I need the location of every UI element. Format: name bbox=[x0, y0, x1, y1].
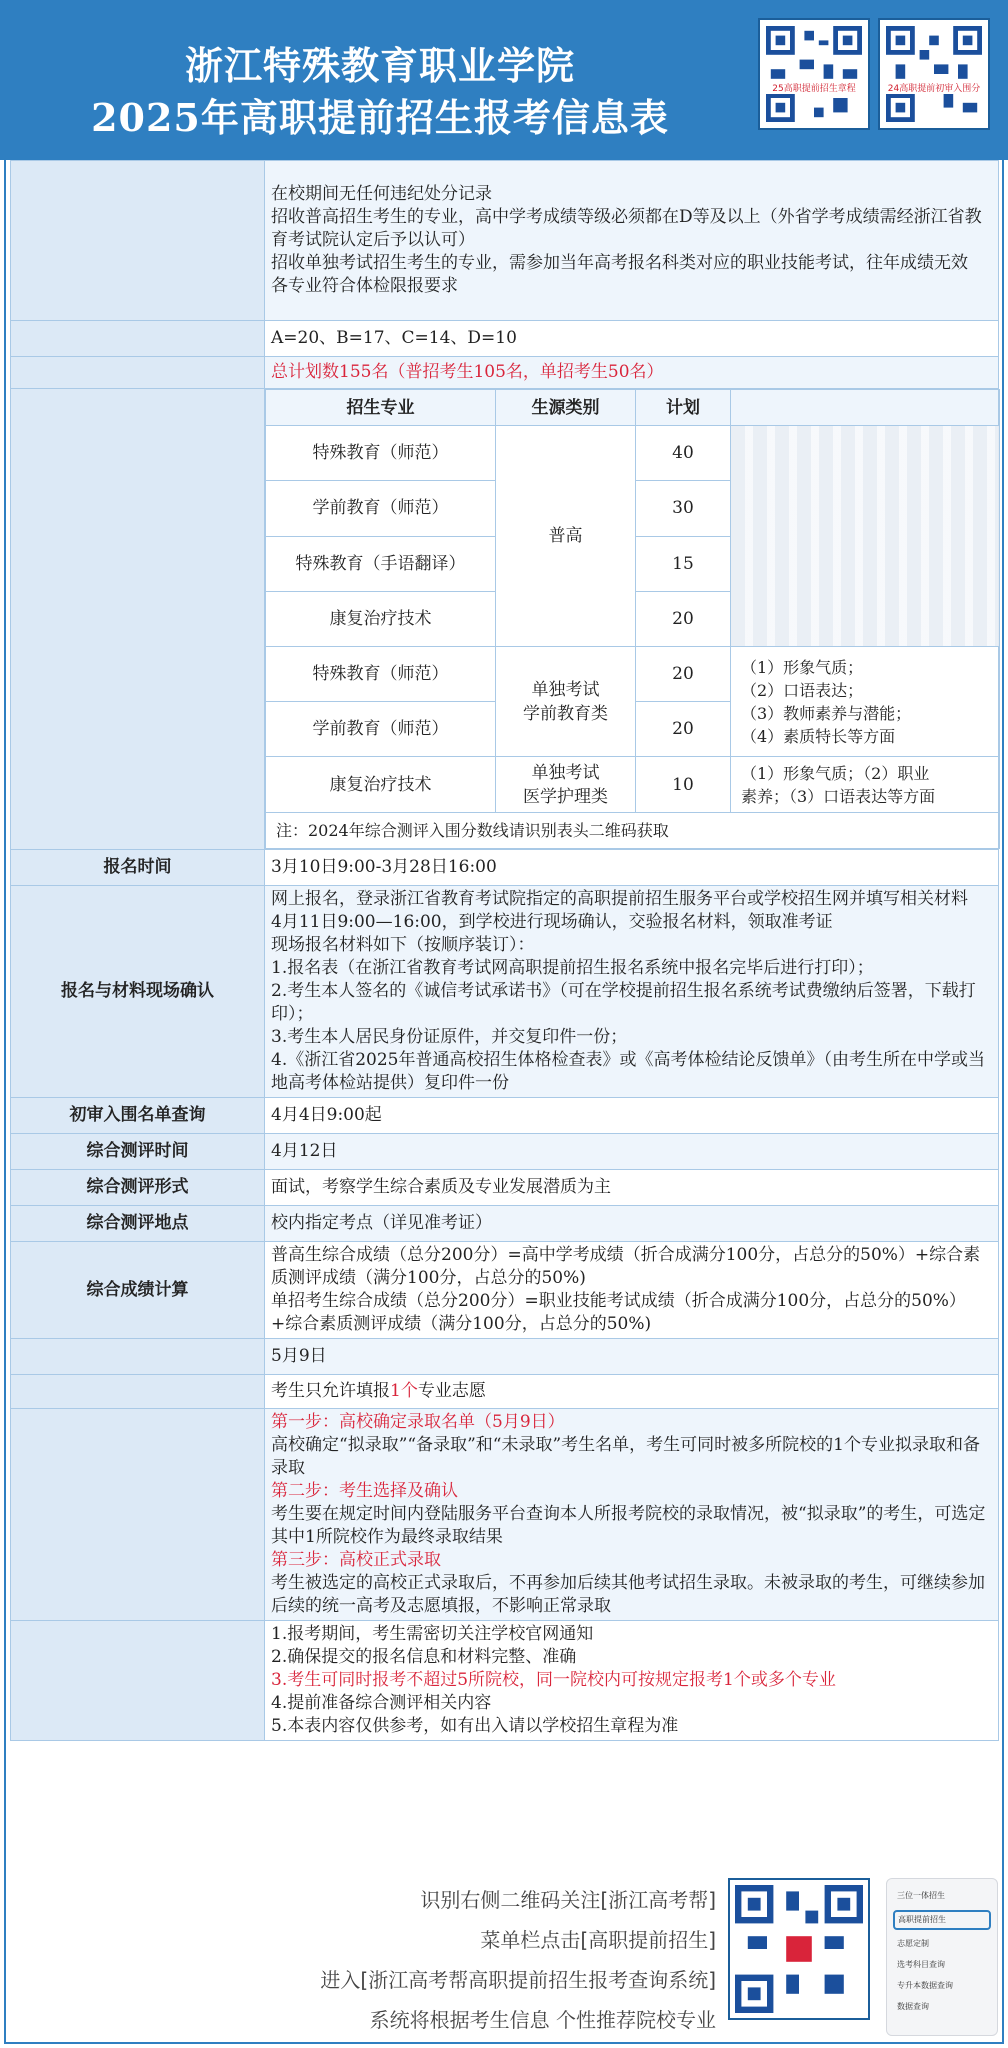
volunteer-pre: 考生只允许填报 bbox=[271, 1381, 390, 1401]
step1-text: 高校确定“拟录取”“备录取”和“未录取”考生名单，考生可同时被多所院校的1个专业拟录取和备录取 bbox=[271, 1435, 980, 1478]
plan-label bbox=[11, 389, 265, 850]
footer-instructions bbox=[320, 1880, 716, 2040]
total-plan-value: 总计划数155名（普招考生105名，单招考生50名） bbox=[265, 357, 999, 389]
plan-footnote-row bbox=[266, 813, 1000, 849]
query-row bbox=[11, 1098, 999, 1134]
eval-place-label: 综合测评地点 bbox=[11, 1206, 265, 1242]
footer-line: 系统将根据考生信息 个性推荐院校专业 bbox=[369, 2008, 716, 2032]
signup-time-row bbox=[11, 850, 999, 886]
volunteer-row bbox=[11, 1375, 999, 1409]
qr-code-icon bbox=[766, 26, 862, 122]
requirement-item: 在校期间无任何违纪处分记录 bbox=[271, 184, 492, 204]
note-line: （4）素质特长等方面 bbox=[741, 726, 896, 746]
release-value: 5月9日 bbox=[265, 1339, 999, 1375]
qr-label: 24高职提前初审入围分 bbox=[886, 81, 982, 94]
note-item: 1.报考期间，考生需密切关注学校官网通知 bbox=[271, 1624, 594, 1644]
requirement-item: 招收普高招生考生的专业，高中学考成绩等级必须都在D等及以上（外省学考成绩需经浙江省教育考试院认定后予以认可） bbox=[271, 207, 982, 250]
confirm-label: 报名与材料现场确认 bbox=[11, 886, 265, 1098]
admission-label bbox=[11, 1409, 265, 1621]
score-line: 单招考生综合成绩（总分200分）=职业技能考试成绩（折合成满分100分，占总分的50%）+综合素质测评成绩（满分100分，占总分的50%) bbox=[271, 1291, 966, 1334]
note-line: 素养；（3）口语表达等方面 bbox=[741, 786, 936, 806]
plan-cell: 20 bbox=[636, 591, 731, 646]
major-cell: 特殊教育（师范） bbox=[266, 426, 496, 481]
footer-line: 识别右侧二维码关注[浙江高考帮] bbox=[420, 1888, 716, 1912]
plan-cell: 30 bbox=[636, 481, 731, 536]
note-item: 2.确保提交的报名信息和材料完整、准确 bbox=[271, 1647, 577, 1667]
eval-form-label: 综合测评形式 bbox=[11, 1170, 265, 1206]
confirm-row bbox=[11, 886, 999, 1098]
grade-score-label bbox=[11, 321, 265, 357]
notes-value bbox=[265, 1621, 999, 1741]
requirements-label bbox=[11, 161, 265, 321]
step3-title: 第三步：高校正式录取 bbox=[271, 1550, 441, 1570]
major-cell: 学前教育（师范） bbox=[266, 481, 496, 536]
notes-row bbox=[11, 1621, 999, 1741]
note-item: 3.考生可同时报考不超过5所院校，同一院校内可按规定报考1个或多个专业 bbox=[271, 1670, 836, 1690]
header-plan: 计划 bbox=[636, 390, 731, 426]
score-value bbox=[265, 1242, 999, 1339]
phone-menu-preview bbox=[886, 1878, 998, 2036]
footer-line: 进入[浙江高考帮高职提前招生报考查询系统] bbox=[320, 1968, 716, 1992]
plan-data-row bbox=[266, 647, 1000, 702]
header-banner bbox=[0, 0, 1008, 160]
admission-row bbox=[11, 1409, 999, 1621]
title-block bbox=[40, 40, 720, 144]
note-line: （1）形象气质；（2）职业 bbox=[741, 763, 930, 783]
confirm-line: 3.考生本人居民身份证原件，并交复印件一份； bbox=[271, 1027, 628, 1047]
query-value: 4月4日9:00起 bbox=[265, 1098, 999, 1134]
total-plan-row bbox=[11, 357, 999, 389]
plan-cell: 20 bbox=[636, 647, 731, 702]
volunteer-post: 专业志愿 bbox=[417, 1381, 486, 1401]
info-table bbox=[10, 160, 999, 1741]
footer-qr-code[interactable] bbox=[728, 1878, 870, 2020]
qr-code-icon bbox=[735, 1885, 863, 2013]
requirements-value bbox=[265, 161, 999, 321]
signup-time-value: 3月10日9:00-3月28日16:00 bbox=[265, 850, 999, 886]
step2-text: 考生要在规定时间内登陆服务平台查询本人所报考院校的录取情况，被“拟录取”的考生，可选定其中1所院校作为最终录取结果 bbox=[271, 1504, 986, 1547]
category-cell: 普高 bbox=[496, 426, 636, 647]
major-cell: 特殊教育（师范） bbox=[266, 647, 496, 702]
step2-title: 第二步：考生选择及确认 bbox=[271, 1481, 458, 1501]
phone-menu-item: 三位一体招生 bbox=[897, 1891, 945, 1900]
note-line: （3）教师素养与潜能； bbox=[741, 703, 912, 723]
page-title: 浙江特殊教育职业学院 bbox=[184, 43, 575, 88]
plan-header-row bbox=[266, 390, 1000, 426]
blurred-note bbox=[731, 426, 1000, 647]
note-line: （2）口语表达； bbox=[741, 680, 864, 700]
confirm-line: 2.考生本人签名的《诚信考试承诺书》（可在学校提前招生报名系统考试费缴纳后签署，下载打印）； bbox=[271, 981, 976, 1024]
plan-footnote: 注：2024年综合测评入围分数线请识别表头二维码获取 bbox=[266, 813, 1000, 849]
release-row bbox=[11, 1339, 999, 1375]
page-subtitle: 2025年高职提前招生报考信息表 bbox=[91, 95, 669, 140]
eval-time-row bbox=[11, 1134, 999, 1170]
major-cell: 学前教育（师范） bbox=[266, 702, 496, 757]
step1-title: 第一步：高校确定录取名单（5月9日） bbox=[271, 1412, 565, 1432]
eval-time-value: 4月12日 bbox=[265, 1134, 999, 1170]
qr-code-charter[interactable] bbox=[758, 18, 870, 130]
note-item: 4.提前准备综合测评相关内容 bbox=[271, 1693, 492, 1713]
plan-row bbox=[11, 389, 999, 850]
eval-form-row bbox=[11, 1170, 999, 1206]
plan-data-row bbox=[266, 426, 1000, 481]
confirm-line: 4月11日9:00—16:00，到学校进行现场确认，交验报名材料，领取准考证 bbox=[271, 912, 833, 932]
eval-place-row bbox=[11, 1206, 999, 1242]
plan-cell bbox=[265, 389, 999, 850]
release-label bbox=[11, 1339, 265, 1375]
plan-table bbox=[265, 389, 1000, 849]
notes-label bbox=[11, 1621, 265, 1741]
eval-form-value: 面试，考察学生综合素质及专业发展潜质为主 bbox=[265, 1170, 999, 1206]
score-row bbox=[11, 1242, 999, 1339]
eval-time-label: 综合测评时间 bbox=[11, 1134, 265, 1170]
requirements-row bbox=[11, 161, 999, 321]
eval-note-preschool bbox=[731, 647, 1000, 757]
footer-line: 菜单栏点击[高职提前招生] bbox=[480, 1928, 716, 1952]
phone-menu-item: 选考科目查询 bbox=[897, 1960, 945, 1969]
major-cell: 康复治疗技术 bbox=[266, 591, 496, 646]
note-line: （1）形象气质； bbox=[741, 657, 864, 677]
total-plan-label bbox=[11, 357, 265, 389]
signup-time-label: 报名时间 bbox=[11, 850, 265, 886]
score-line: 普高生综合成绩（总分200分）=高中学考成绩（折合成满分100分，占总分的50%）+综合素质测评成绩（满分100分，占总分的50%) bbox=[271, 1245, 981, 1288]
score-label: 综合成绩计算 bbox=[11, 1242, 265, 1339]
phone-menu-item-active: 高职提前招生 bbox=[893, 1910, 991, 1930]
phone-menu-item: 专升本数据查询 bbox=[897, 1981, 953, 1990]
header-blank bbox=[731, 390, 1000, 426]
volunteer-label bbox=[11, 1375, 265, 1409]
confirm-line: 现场报名材料如下（按顺序装订）： bbox=[271, 935, 535, 955]
plan-cell: 10 bbox=[636, 757, 731, 813]
volunteer-count: 1个 bbox=[390, 1381, 418, 1401]
qr-label: 25高职提前招生章程 bbox=[766, 81, 862, 94]
volunteer-value bbox=[265, 1375, 999, 1409]
category-cell: 单独考试 学前教育类 bbox=[496, 647, 636, 757]
grade-score-value: A=20、B=17、C=14、D=10 bbox=[265, 321, 999, 357]
confirm-line: 4.《浙江省2025年普通高校招生体格检查表》或《高考体检结论反馈单》（由考生所在中学或当地高考体检站提供）复印件一份 bbox=[271, 1050, 985, 1093]
eval-place-value: 校内指定考点（详见准考证） bbox=[265, 1206, 999, 1242]
phone-menu-item: 数据查询 bbox=[897, 2002, 929, 2011]
eval-note-medical bbox=[731, 757, 1000, 813]
major-cell: 康复治疗技术 bbox=[266, 757, 496, 813]
requirement-item: 招收单独考试招生考生的专业，需参加当年高考报名科类对应的职业技能考试，往年成绩无效 bbox=[271, 253, 968, 273]
confirm-line: 1.报名表（在浙江省教育考试网高职提前招生报名系统中报名完毕后进行打印）； bbox=[271, 958, 874, 978]
header-major: 招生专业 bbox=[266, 390, 496, 426]
footer bbox=[0, 1868, 1008, 2048]
plan-cell: 40 bbox=[636, 426, 731, 481]
header-category: 生源类别 bbox=[496, 390, 636, 426]
query-label: 初审入围名单查询 bbox=[11, 1098, 265, 1134]
phone-menu-item: 志愿定制 bbox=[897, 1939, 929, 1948]
qr-code-icon bbox=[886, 26, 982, 122]
qr-code-scores[interactable] bbox=[878, 18, 990, 130]
admission-value bbox=[265, 1409, 999, 1621]
requirement-item: 各专业符合体检限报要求 bbox=[271, 276, 458, 296]
step3-text: 考生被选定的高校正式录取后，不再参加后续其他考试招生录取。未被录取的考生，可继续参加后续的统一高考及志愿填报，不影响正常录取 bbox=[271, 1573, 985, 1616]
confirm-value bbox=[265, 886, 999, 1098]
confirm-line: 网上报名，登录浙江省教育考试院指定的高职提前招生服务平台或学校招生网并填写相关材料 bbox=[271, 889, 968, 909]
grade-score-row bbox=[11, 321, 999, 357]
major-cell: 特殊教育（手语翻译） bbox=[266, 536, 496, 591]
plan-cell: 15 bbox=[636, 536, 731, 591]
plan-data-row bbox=[266, 757, 1000, 813]
plan-cell: 20 bbox=[636, 702, 731, 757]
category-cell: 单独考试 医学护理类 bbox=[496, 757, 636, 813]
note-item: 5.本表内容仅供参考，如有出入请以学校招生章程为准 bbox=[271, 1716, 679, 1736]
